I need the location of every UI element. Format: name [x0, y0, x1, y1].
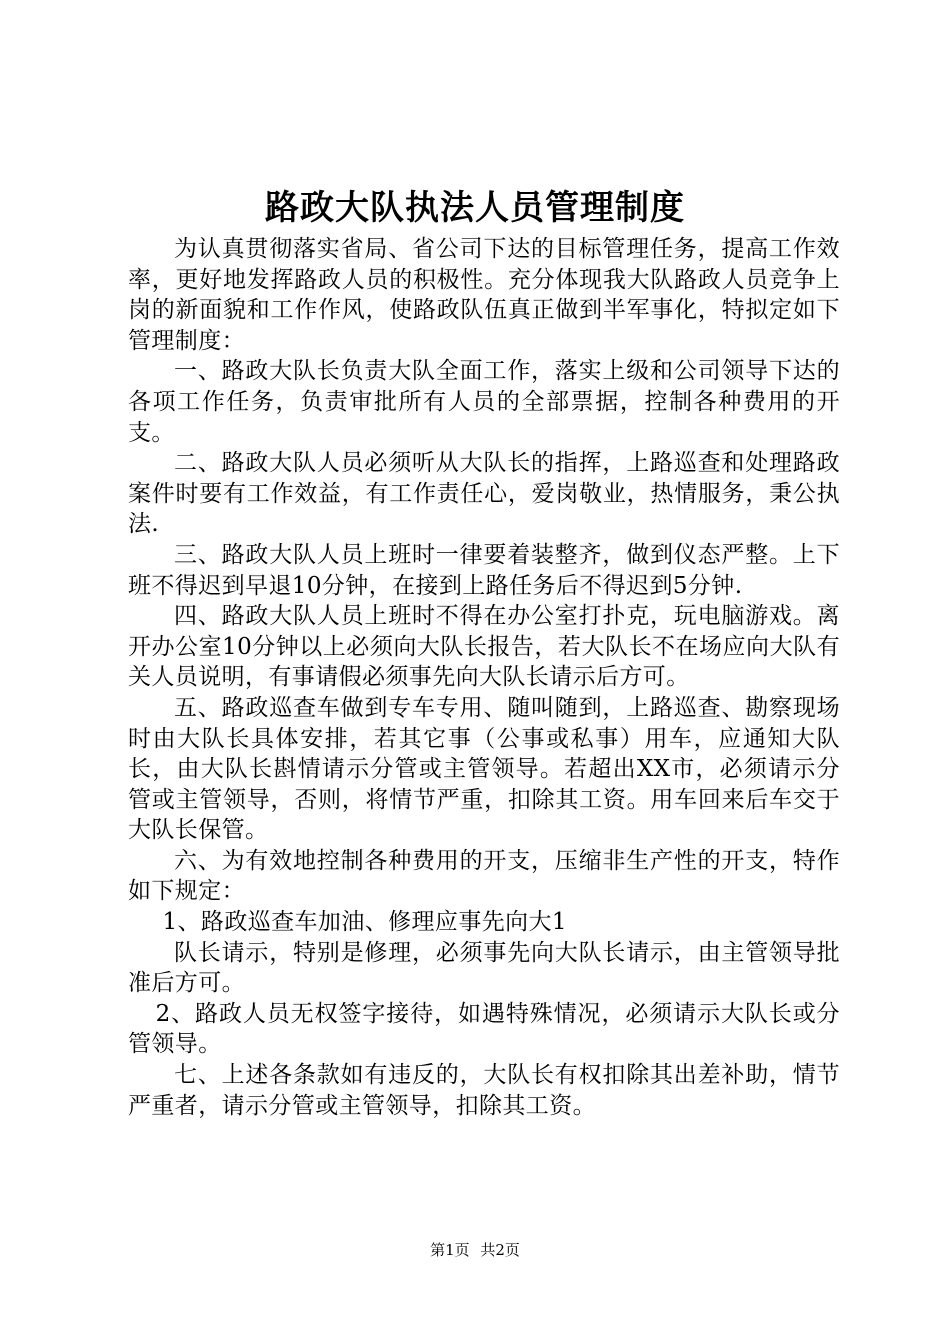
- paragraph-clause-1: 一、路政大队长负责大队全面工作，落实上级和公司领导下达的各项工作任务，负责审批所有人员的全部票据，控制各种费用的开支。: [128, 358, 840, 446]
- paragraph-clause-2: 二、路政大队人员必须听从大队长的指挥，上路巡查和处理路政案件时要有工作效益，有工作责任心，爱岗敬业，热情服务，秉公执法.: [128, 450, 840, 538]
- paragraph-clause-4: 四、路政大队人员上班时不得在办公室打扑克，玩电脑游戏。离开办公室10分钟以上必须向大队长报告，若大队长不在场应向大队有关人员说明，有事请假必须事先向大队长请示后方可。: [128, 603, 840, 691]
- document-body: [128, 234, 840, 1121]
- page-number-total: 共2页: [480, 1241, 520, 1259]
- document-title: 路政大队执法人员管理制度: [265, 188, 685, 228]
- paragraph-rule-1-start: 1、路政巡查车加油、修理应事先向大1: [162, 909, 567, 936]
- paragraph-intro: 为认真贯彻落实省局、省公司下达的目标管理任务，提高工作效率，更好地发挥路政人员的积极性。充分体现我大队路政人员竞争上岗的新面貌和工作作风，使路政队伍真正做到半军事化，特拟定如下管理制度：: [128, 236, 840, 354]
- paragraph-rule-2: 2、路政人员无权签字接待，如遇特殊情况，必须请示大队长或分管领导。: [128, 1000, 840, 1058]
- paragraph-clause-3: 三、路政大队人员上班时一律要着装整齐，做到仪态严整。上下班不得迟到早退10分钟，在接到上路任务后不得迟到5分钟.: [128, 541, 840, 599]
- paragraph-clause-5: 五、路政巡查车做到专车专用、随叫随到，上路巡查、勘察现场时由大队长具体安排，若其它事（公事或私事）用车，应通知大队长，由大队长斟情请示分管或主管领导。若超出XX市，必须请示分管或主管领导，否则，将情节严重，扣除其工资。用车回来后车交于大队长保管。: [128, 694, 840, 844]
- paragraph-clause-7: 七、上述各条款如有违反的，大队长有权扣除其出差补助，情节严重者，请示分管或主管领导，扣除其工资。: [128, 1062, 840, 1119]
- paragraph-clause-6: 六、为有效地控制各种费用的开支，压缩非生产性的开支，特作如下规定：: [128, 847, 840, 905]
- page-footer: [0, 1240, 950, 1260]
- page-number-current: 第1页: [430, 1241, 470, 1259]
- paragraph-rule-1-cont: 队长请示，特别是修理，必须事先向大队长请示，由主管领导批准后方可。: [128, 939, 840, 997]
